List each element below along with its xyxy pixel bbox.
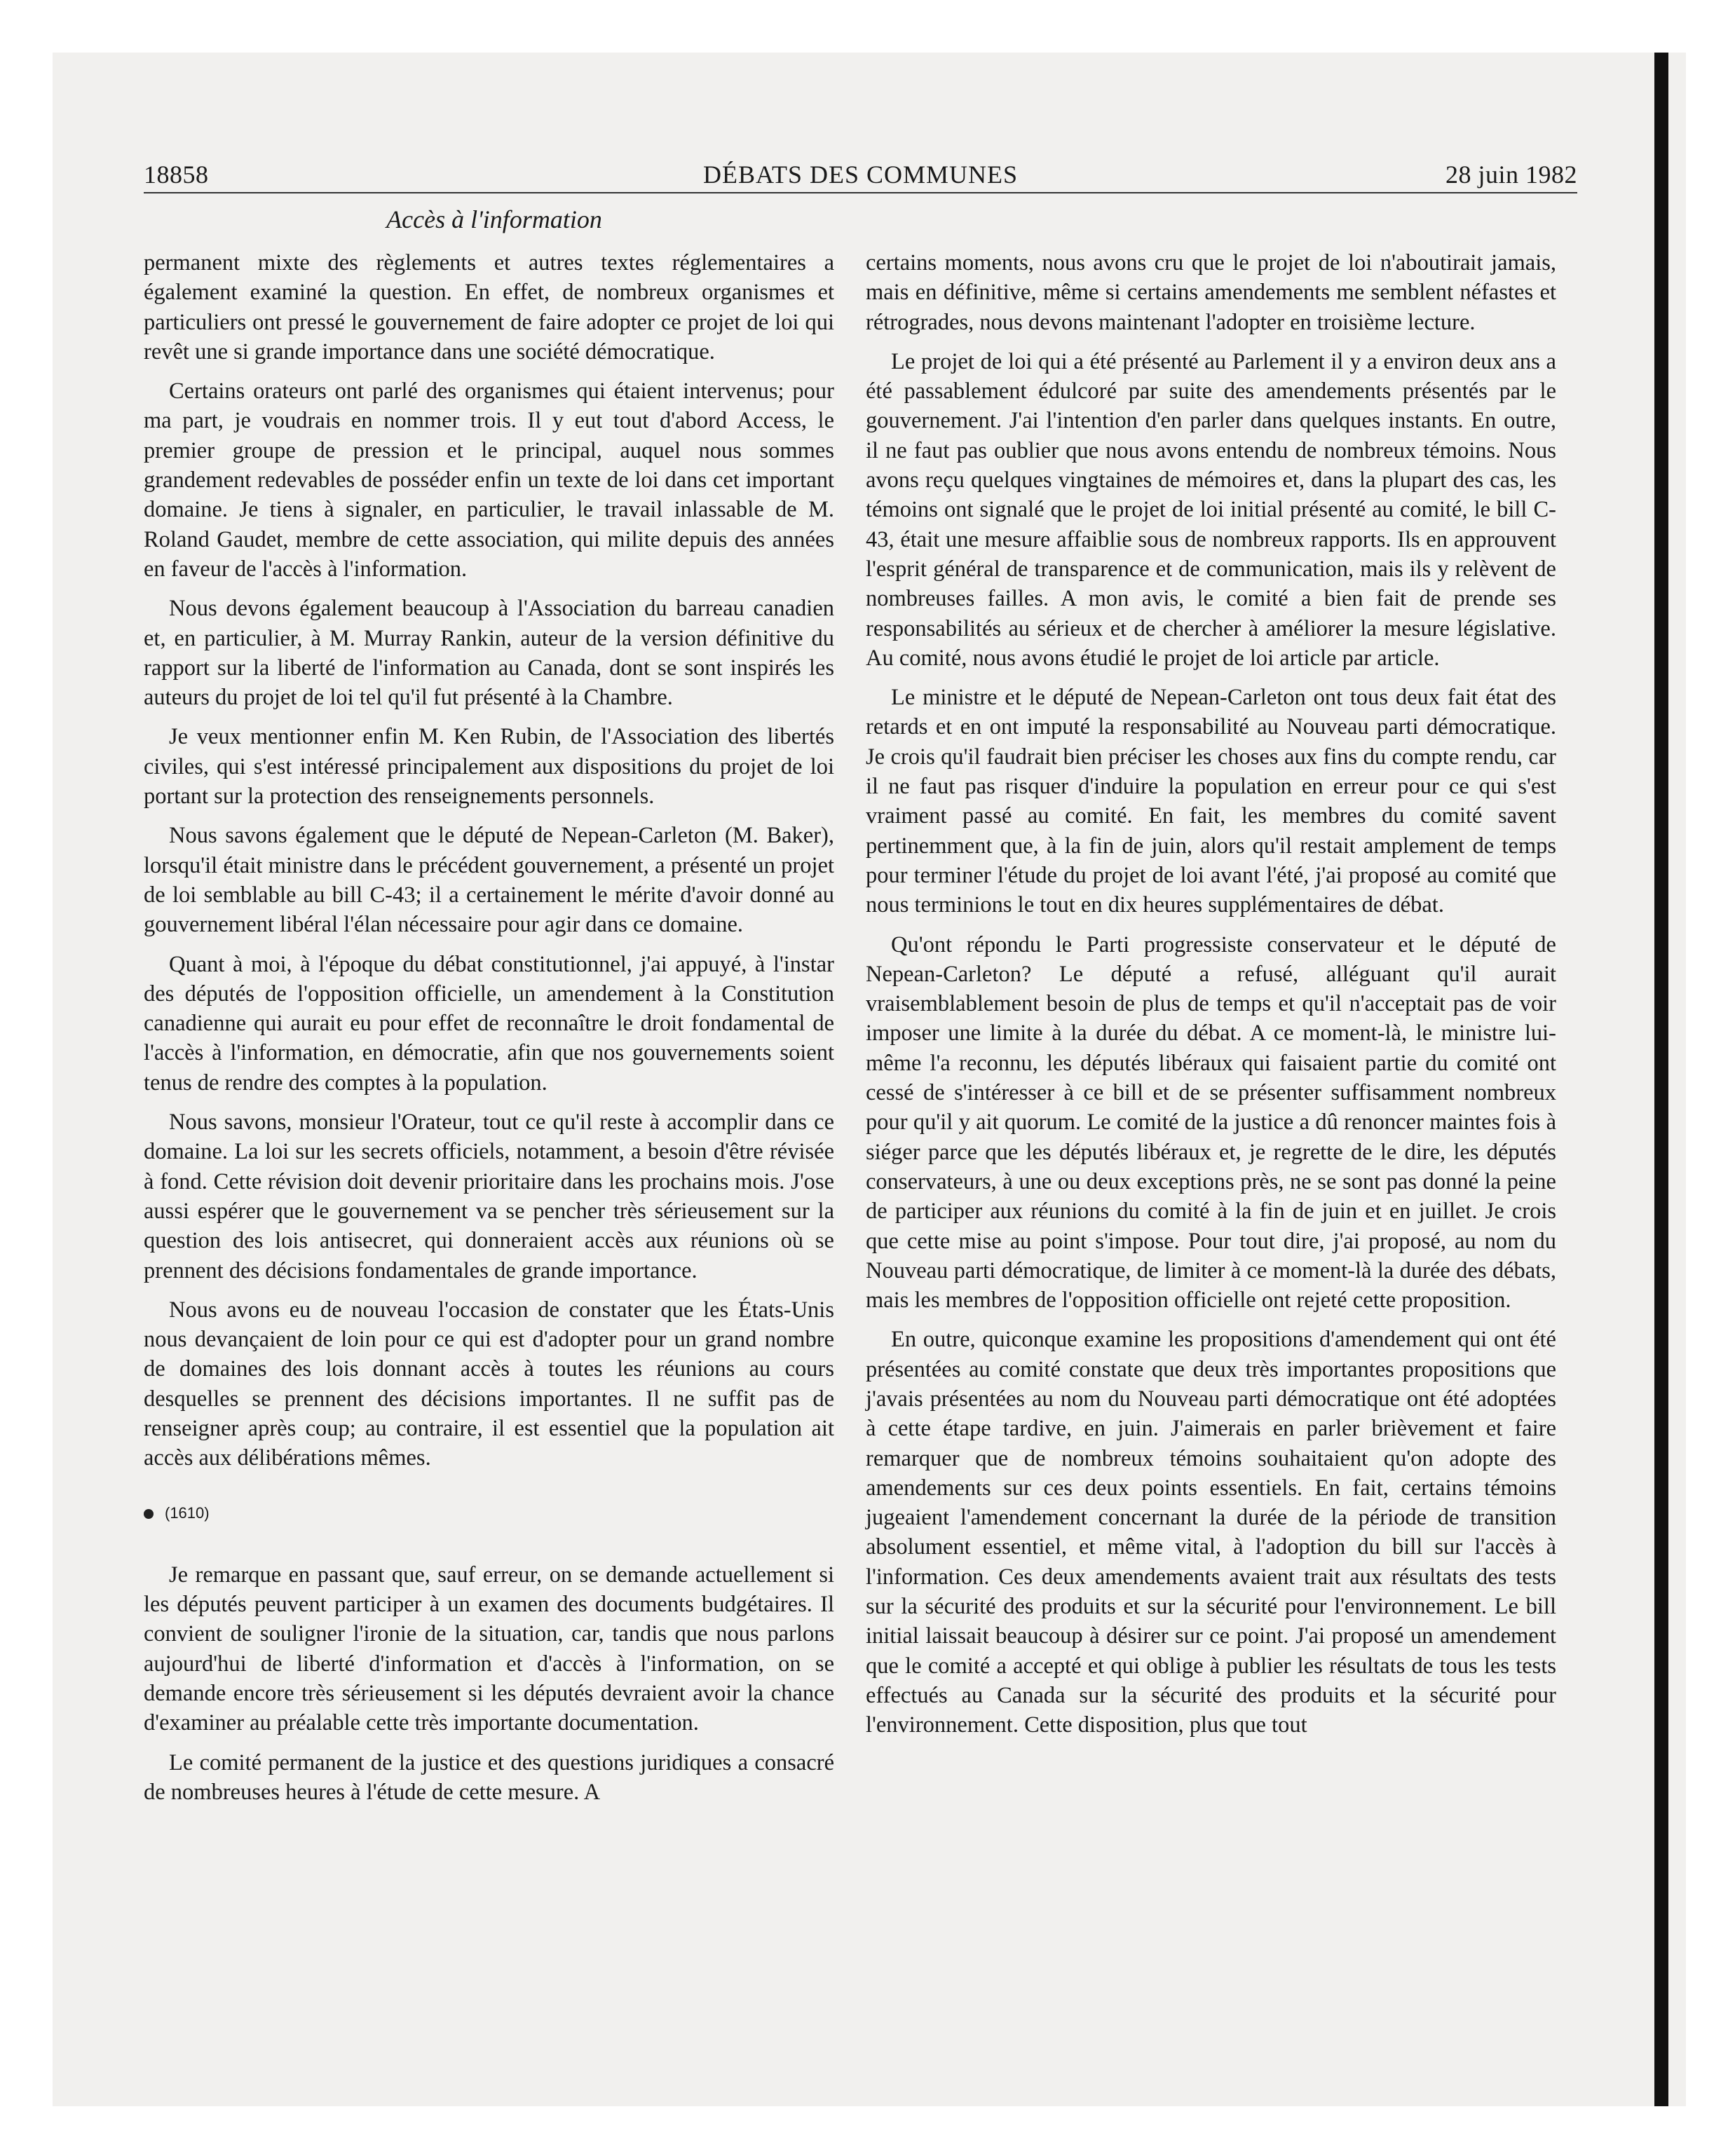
paragraph: Nous savons également que le député de Nepean-Carleton (M. Baker), lorsqu'il était ministre dans le précédent gouvernement, a présenté un projet de loi semblable au bill C-43; il a certainement le mérite d'avoir donné au gouvernement libéral l'élan nécessaire pour agir dans ce domaine. xyxy=(144,823,834,938)
paragraph: Nous savons, monsieur l'Orateur, tout ce qu'il reste à accomplir dans ce domaine. La loi sur les secrets officiels, notamment, a besoin d'être révisée à fond. Cette révision doit devenir prioritaire dans les prochains mois. J'ose aussi espérer que le gouvernement va se pencher très sérieusement sur la question des lois antisecret, qui donneraient accès aux réunions où se prennent des décisions fondamentales de grande importance. xyxy=(144,1110,834,1283)
page-number: 18858 xyxy=(144,161,209,189)
publication-title: DÉBATS DES COMMUNES xyxy=(702,161,1019,189)
paragraph: Quant à moi, à l'époque du débat constitutionnel, j'ai appuyé, à l'instar des députés de l'opposition officielle, un amendement à la Constitution canadienne qui aurait eu pour effet de reconnaître le droit fondamental de l'accès à l'information, en démocratie, afin que nos gouvernements soient tenus de rendre des comptes à la population. xyxy=(144,951,834,1096)
paragraph: En outre, quiconque examine les propositions d'amendement qui ont été présentées au comité constate que deux très importantes propositions que j'avais présentées au nom du Nouveau parti démocratique ont été adoptées à cette étape tardive, en juin. J'aimerais en parler brièvement et faire remarquer que de nombreux témoins souhaitaient qu'on adopte des amendements sur ces deux points essentiels. En fait, certains témoins jugeaient l'amendement concernant la durée de la période de transition absolument essentiel, et même vital, à l'adoption du bill sur l'accès à l'information. Ces deux amendements avaient trait aux résultats des tests sur la sécurité des produits et sur la sécurité pour l'environnement. Le bill initial laissait beaucoup à désirer sur ce point. J'ai proposé un amendement que le comité a accepté et qui oblige à publier les résultats de tous les tests effectués au Canada sur la sécurité des produits et la sécurité pour l'environnement. Cette disposition, plus que tout xyxy=(866,1327,1556,1738)
paragraph: Certains orateurs ont parlé des organismes qui étaient intervenus; pour ma part, je voudrais en nommer trois. Il y eut tout d'abord Access, le premier groupe de pression et le principal, auquel nous sommes grandement redevables de posséder enfin un texte de loi dans cet important domaine. Je tiens à signaler, en particulier, le travail inlassable de M. Roland Gaudet, membre de cette association, qui milite depuis des années en faveur de l'accès à l'information. xyxy=(144,378,834,582)
publication-date: 28 juin 1982 xyxy=(1445,161,1577,189)
time-marker xyxy=(144,1499,834,1528)
paragraph: Je veux mentionner enfin M. Ken Rubin, de l'Association des libertés civiles, qui s'est intéressé principalement aux dispositions du projet de loi portant sur la protection des renseignements personnels. xyxy=(144,724,834,810)
paragraph: Le ministre et le député de Nepean-Carleton ont tous deux fait état des retards et en ont imputé la responsabilité au Nouveau parti démocratique. Je crois qu'il faudrait bien préciser les choses aux fins du compte rendu, car il ne faut pas risquer d'induire la population en erreur pour ce qui s'est vraiment passé au comité. En fait, les membres du comité savent pertinemment que, à la fin de juin, alors qu'il restait amplement de temps pour terminer l'étude du projet de loi avant l'été, j'ai proposé au comité que nous terminions le tout en dix heures supplémentaires de débat. xyxy=(866,685,1556,918)
paragraph: Je remarque en passant que, sauf erreur, on se demande actuellement si les députés peuvent participer à un examen des documents budgétaires. Il convient de souligner l'ironie de la situation, car, tandis que nous parlons aujourd'hui de liberté d'information et d'accès à l'information, on se demande encore très sérieusement si les députés devraient avoir la chance d'examiner au préalable cette très importante documentation. xyxy=(144,1562,834,1736)
paragraph: Le comité permanent de la justice et des questions juridiques a consacré de nombreuses heures à l'étude de cette mesure. A xyxy=(144,1749,834,1805)
paragraph: Qu'ont répondu le Parti progressiste conservateur et le député de Nepean-Carleton? Le député a refusé, alléguant qu'il aurait vraisemblablement besoin de plus de temps et qu'il n'acceptait pas de voir imposer une limite à la durée du débat. A ce moment-là, le ministre lui-même l'a reconnu, les députés libéraux qui faisaient partie du comité ont cessé de s'intéresser à ce bill et de se présenter suffisamment nombreux pour qu'il y ait quorum. Le comité de la justice a dû renoncer maintes fois à siéger parce que les députés libéraux et, je regrette de le dire, les députés conservateurs, à une ou deux exceptions près, ne se sont pas donné la peine de participer aux réunions du comité à la fin de juin et en juillet. Je crois que cette mise au point s'impose. Pour tout dire, j'ai proposé, au nom du Nouveau parti démocratique, de limiter à ce moment-là la durée des débats, mais les membres de l'opposition officielle ont rejeté cette proposition. xyxy=(866,932,1556,1314)
scan-edge-bar xyxy=(1654,53,1668,2106)
time-marker-label: (1610) xyxy=(165,1503,210,1522)
section-subheading: Accès à l'information xyxy=(386,205,602,233)
paragraph: Le projet de loi qui a été présenté au Parlement il y a environ deux ans a été passablement édulcoré par suite des amendements présentés par le gouvernement. J'ai l'intention d'en parler dans quelques instants. En outre, il ne faut pas oublier que nous avons entendu de nombreux témoins. Nous avons reçu quelques vingtaines de mémoires et, dans la plupart des cas, les témoins ont signalé que le projet de loi initial présenté au comité, le bill C-43, était une mesure affaiblie sous de nombreux rapports. Ils en approuvent l'esprit général de transparence et de communication, mais ils y relèvent de nombreuses failles. A mon avis, le comité a bien fait de prende ses responsabilités au sérieux et de chercher à améliorer la mesure législative. Au comité, nous avons étudié le projet de loi article par article. xyxy=(866,348,1556,671)
bullet-dot-icon xyxy=(144,1509,154,1519)
paragraph: permanent mixte des règlements et autres textes réglementaires a également examiné la question. En effet, de nombreux organismes et particuliers ont pressé le gouvernement de faire adopter ce projet de loi qui revêt une si grande importance dans une société démocratique. xyxy=(144,250,834,364)
right-column xyxy=(866,248,1556,1750)
paragraph: Nous avons eu de nouveau l'occasion de constater que les États-Unis nous devançaient de loin pour ce qui est d'adopter pour un grand nombre de domaines des lois donnant accès à toutes les réunions au cours desquelles se prennent des décisions importantes. Il ne suffit pas de renseigner après coup; au contraire, il est essentiel que la population ait accès aux délibérations mêmes. xyxy=(144,1297,834,1471)
paragraph: Nous devons également beaucoup à l'Association du barreau canadien et, en particulier, à M. Murray Rankin, auteur de la version définitive du rapport sur la liberté de l'information au Canada, dont se sont inspirés les auteurs du projet de loi tel qu'il fut présenté à la Chambre. xyxy=(144,596,834,711)
page-header xyxy=(144,160,1577,195)
header-rule xyxy=(144,192,1577,193)
left-column xyxy=(144,248,834,1817)
paragraph: certains moments, nous avons cru que le projet de loi n'aboutirait jamais, mais en définitive, même si certains amendements me semblent néfastes et rétrogrades, nous devons maintenant l'adopter en troisième lecture. xyxy=(866,250,1556,335)
